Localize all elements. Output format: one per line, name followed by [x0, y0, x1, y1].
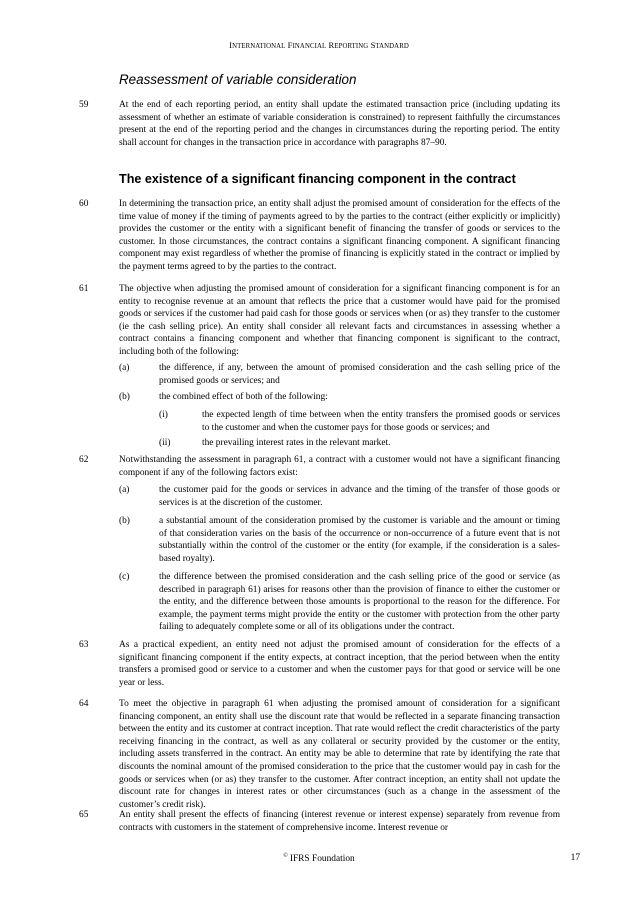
paragraph-number: 59: [79, 100, 89, 110]
list-item: [119, 362, 560, 387]
paragraph-text: As a practical expedient, an entity need not adjust the promised amount of consideration for the effects of a significant financing component if the entity expects, at contract inception, that the period between when the entity transfers a promised good or service to a customer and when the customer pays for that good or service will be one year or less.: [119, 640, 560, 688]
paragraph-number: 60: [79, 199, 89, 209]
list-item: [119, 484, 560, 509]
section-heading-financing-component: The existence of a significant financing component in the contract: [119, 172, 516, 186]
paragraph-65: [79, 809, 560, 834]
paragraph-number: 63: [79, 640, 89, 650]
list-item-label: (c): [119, 572, 130, 582]
paragraph-62: [79, 454, 560, 479]
list-item: [159, 437, 560, 450]
paragraph-text: An entity shall present the effects of financing (interest revenue or interest expense) separately from revenue from contracts with customers in the statement of comprehensive income. Interest revenue or: [119, 810, 560, 833]
paragraph-text: At the end of each reporting period, an entity shall update the estimated transaction price (including updating its assessment of whether an estimate of variable consideration is constrained) to represent faithfully the circumstances present at the end of the reporting period and the changes in circumstances during the reporting period. The entity shall account for changes in the transaction price in accordance with paragraphs 87–90.: [119, 100, 560, 148]
list-item-text: the prevailing interest rates in the relevant market.: [202, 438, 391, 448]
paragraph-number: 62: [79, 455, 89, 465]
list-item-text: the combined effect of both of the following:: [159, 392, 328, 402]
list-item-label: (ii): [159, 438, 171, 448]
paragraph-number: 64: [79, 699, 89, 709]
paragraph-61: [79, 283, 560, 359]
paragraph-63: [79, 639, 560, 689]
paragraph-number: 65: [79, 810, 89, 820]
list-item: [119, 571, 560, 634]
list-item-text: the customer paid for the goods or services in advance and the timing of the transfer of those goods or services is at the discretion of the customer.: [159, 485, 560, 508]
list-item-label: (b): [119, 392, 130, 402]
list-item-label: (b): [119, 516, 130, 526]
list-item-label: (a): [119, 363, 130, 373]
list-item-text: the difference, if any, between the amount of promised consideration and the cash selling price of the promised goods or services; and: [159, 363, 560, 386]
list-item: [119, 515, 560, 565]
list-item-text: a substantial amount of the consideration promised by the customer is variable and the amount or timing of that consideration varies on the basis of the occurrence or non-occurrence of a future event that is not substantially within the control of the customer or the entity (for example, if the consideration is a sales-based royalty).: [159, 516, 560, 564]
paragraph-59: [79, 99, 560, 149]
paragraph-60: [79, 198, 560, 274]
section-heading-variable-consideration: Reassessment of variable consideration: [119, 72, 357, 87]
paragraph-text: In determining the transaction price, an entity shall adjust the promised amount of consideration for the effects of the time value of money if the timing of payments agreed to by the parties to the contract (either explicitly or implicitly) provides the customer or the entity with a significant benefit of financing the transfer of goods or services to the customer. In those circumstances, the contract contains a significant financing component. A significant financing component may exist regardless of whether the promise of financing is explicitly stated in the contract or implied by the payment terms agreed to by the parties to the contract.: [119, 199, 560, 272]
paragraph-number: 61: [79, 284, 89, 294]
list-item-text: the difference between the promised consideration and the cash selling price of the good or service (as described in paragraph 61) arises for reasons other than the provision of finance to either the customer or the entity, and the difference between those amounts is proportional to the reason for the difference. For example, the payment terms might provide the entity or the customer with protection from the other party failing to adequately complete some or all of its obligations under the contract.: [159, 572, 560, 633]
list-item: [119, 391, 560, 404]
footer-organisation: IFRS Foundation: [289, 854, 355, 864]
paragraph-text: Notwithstanding the assessment in paragraph 61, a contract with a customer would not have a significant financing component if any of the following factors exist:: [119, 455, 560, 478]
page-number: 17: [570, 853, 580, 863]
copyright-symbol: ©: [283, 853, 288, 859]
running-header: INTERNATIONAL FINANCIAL REPORTING STANDARD: [229, 40, 409, 50]
paragraph-text: To meet the objective in paragraph 61 when adjusting the promised amount of consideration for a significant financing component, an entity shall use the discount rate that would be reflected in a separate financing transaction between the entity and its customer at contract inception. That rate would reflect the credit characteristics of the party receiving financing in the contract, as well as any collateral or security provided by the customer or the entity, including assets transferred in the contract. An entity may be able to determine that rate by identifying the rate that discounts the nominal amount of the promised consideration to the price that the customer would pay in cash for the goods or services when (or as) they transfer to the customer. After contract inception, an entity shall not update the discount rate for changes in interest rates or other circumstances (such as a change in the assessment of the customer’s credit risk).: [119, 699, 560, 810]
list-item: [159, 409, 560, 434]
list-item-label: (a): [119, 485, 130, 495]
paragraph-64: [79, 698, 560, 811]
list-item-label: (i): [159, 410, 168, 420]
paragraph-text: The objective when adjusting the promised amount of consideration for a significant financing component is for an entity to recognise revenue at an amount that reflects the price that a customer would have paid for the promised goods or services if the customer had paid cash for those goods or services when (or as) they transfer to the customer (ie the cash selling price). An entity shall consider all relevant facts and circumstances in assessing whether a contract contains a financing component and whether that financing component is significant to the contract, including both of the following:: [119, 284, 560, 357]
list-item-text: the expected length of time between when the entity transfers the promised goods or services to the customer and when the customer pays for those goods or services; and: [202, 410, 560, 433]
